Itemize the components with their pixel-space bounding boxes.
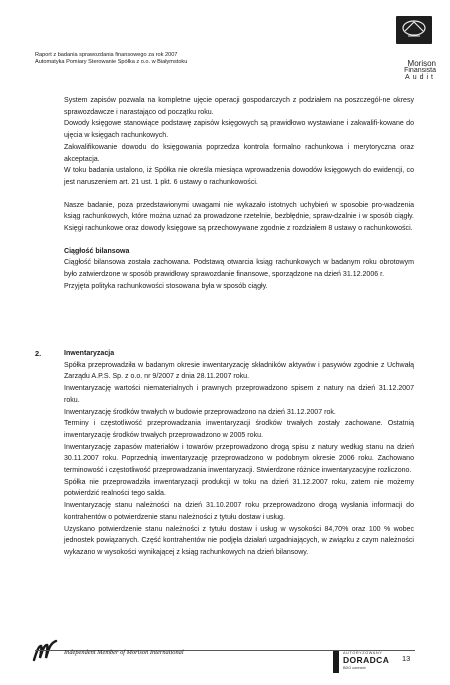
morison-logo bbox=[390, 16, 438, 80]
paragraph: Terminy i częstotliwość przeprowadzania inwentaryzacji środków trwałych zostały zachowane. Ostatnią inwentaryzację środków trwałych przeprowadzono w 2005 roku. bbox=[64, 420, 414, 439]
paragraph: Spółka przeprowadziła w badanym okresie inwentaryzację składników aktywów i pasywów zgodnie z Uchwałą Zarządu A.P.S. Sp. z o.o. nr 9/2007 z dnia 28.11.2007 roku. bbox=[64, 361, 414, 381]
company-name: Automatyka Pomiary Sterowanie Spółka z o.o. w Białymstoku bbox=[35, 59, 188, 65]
bdo-small-label: AUTORYZOWANY bbox=[343, 651, 383, 655]
paragraph: Inwentaryzację środków trwałych w budowie przeprowadzono na dzień 31.12.2007 rok. bbox=[64, 408, 336, 416]
body-top bbox=[64, 95, 414, 293]
bdo-bar-icon bbox=[333, 651, 339, 673]
paragraph: Dowody księgowe stanowiące podstawę zapisów księgowych są prawidłowo wystawiane i zakwalifi-kowane do ujęcia w księgach rachunkowych. bbox=[64, 120, 414, 140]
report-title: Raport z badania sprawozdania finansowego za rok 2007 bbox=[35, 52, 178, 58]
paragraph: Ciągłość bilansowa została zachowana. Podstawą otwarcia ksiąg rachunkowych w badanym roku obrotowym było zatwierdzone w sposób prawidłowy sprawozdanie finansowe, sporządzone na dzień 31.12.2006 r. bbox=[64, 259, 414, 279]
page-number: 13 bbox=[402, 654, 411, 663]
logo-name: Morison bbox=[407, 59, 436, 68]
paragraph: Inwentaryzację stanu należności na dzień 31.10.2007 roku przeprowadzono drogą wysłania informacji do kontrahentów o potwierdzenie stanu należności z tytułu dostaw i usług. bbox=[64, 502, 414, 521]
logo-emblem-graphic bbox=[396, 16, 432, 44]
paragraph: Inwentaryzację zapasów materiałów i towarów przeprowadzono drogą spisu z natury według stanu na dzień 30.11.2007 roku. Poprzednią inwentaryzację przeprowadzono w podobnym okresie 2006 roku. Zachowano terminowość i częstotliwość przeprowadzania inwentaryzacji. Stwierdzone różnice inwentaryzacyjne rozliczono. bbox=[64, 443, 414, 475]
paragraph: Nasze badanie, poza przedstawionymi uwagami nie wykazało istotnych uchybień w sposobie pro-wadzenia ksiąg rachunkowych, które można uznać za prowadzone rzetelnie, bezbłędnie, spraw-dzalnie i w sposób ciągły. Księgi rachunkowe oraz dowody księgowe są przechowywane zgodnie z rozdziałem 8 ustawy o rachunkowości. bbox=[64, 201, 414, 233]
paragraph: Zakwalifikowanie dowodu do księgowania poprzedza kontrola formalno rachunkowa i merytoryczna oraz akceptacja. bbox=[64, 143, 414, 163]
logo-emblem bbox=[396, 16, 432, 44]
logo-text bbox=[404, 60, 436, 81]
morison-m-logo-icon bbox=[32, 638, 58, 664]
paragraph: System zapisów pozwala na kompletne ujęcie operacji gospodarczych z podziałem na poszczegól-ne okresy sprawozdawcze i narastająco od początku roku. bbox=[64, 97, 414, 116]
member-text: Independent Member of Morison International bbox=[64, 649, 184, 656]
section-heading-ciaglosc: Ciągłość bilansowa bbox=[64, 247, 130, 255]
paragraph: Uzyskano potwierdzenie stanu należności z tytułu dostaw i usług w wysokości 84,70% oraz 100 % wobec jednostek powiązanych. Część kontrahentów nie podjęła działań uzgadniających, w związku z czym należności wykazano w wysokości wynikającej z ksiąg rachunkowych na dzień bilansowy. bbox=[64, 525, 414, 556]
report-header bbox=[35, 52, 187, 66]
bdo-main-label: DORADCA bbox=[343, 655, 390, 665]
body-section2 bbox=[64, 348, 414, 559]
section-number: 2. bbox=[35, 349, 42, 358]
section-heading-inwentaryzacja: Inwentaryzacja bbox=[64, 350, 115, 357]
paragraph: Przyjęta polityka rachunkowości stosowana była w sposób ciągły. bbox=[64, 282, 268, 290]
logo-line3: Audit bbox=[405, 74, 436, 81]
paragraph: Spółka nie przeprowadziła inwentaryzacji produkcji w toku na dzień 31.12.2007 roku, zatem nie możemy potwierdzić realności tego salda. bbox=[64, 478, 414, 498]
bdo-sub-label: BDO connect bbox=[343, 666, 366, 670]
paragraph: Inwentaryzację wartości niematerialnych i prawnych przeprowadzono spisem z natury na dzień 31.12.2007 roku. bbox=[64, 385, 414, 404]
paragraph: W toku badania ustalono, iż Spółka nie określa miesiąca wprowadzenia dowodów księgowych do ewidencji, co jest naruszeniem art. 21 ust. 1 pkt. 6 ustawy o rachunkowości. bbox=[64, 167, 414, 186]
bdo-badge bbox=[333, 651, 393, 675]
logo-line2: Finansista bbox=[404, 67, 436, 74]
